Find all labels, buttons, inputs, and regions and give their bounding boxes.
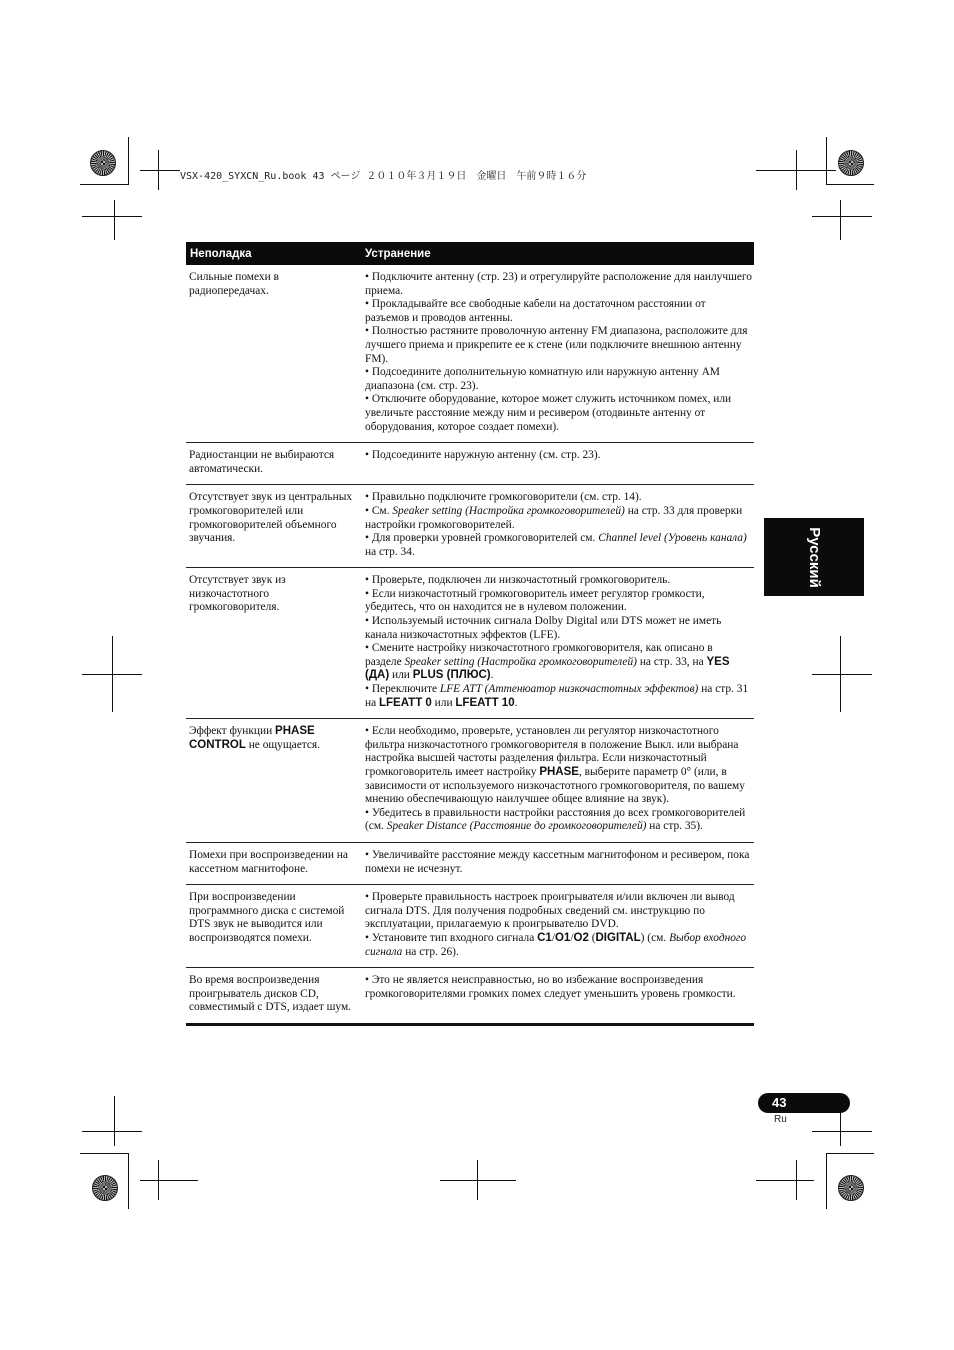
solution-cell (363, 843, 754, 884)
solution-cell (363, 265, 754, 442)
solution-item: • Переключите LFE ATT (Аттенюатор низкочастотных эффектов) на стр. 31 на LFEATT 0 или LFEATT 10. (365, 683, 749, 709)
table-row (186, 265, 754, 443)
solution-item: • Прокладывайте все свободные кабели на достаточном расстоянии от разъемов и проводов антенны. (365, 298, 706, 324)
solution-item: • См. Speaker setting (Настройка громкоговорителей) на стр. 33 для проверки настройки громкоговорителей. (365, 504, 743, 531)
table-row (186, 885, 754, 968)
table-row (186, 443, 754, 485)
registration-rosette-bottom-left (92, 1175, 118, 1201)
solution-item: • Отключите оборудование, которое может служить источником помех, или увеличьте расстояние между ним и ресивером (отодвиньте антенну от оборудования, которое создает помехи). (365, 393, 732, 433)
problem-cell: Помехи при воспроизведении на кассетном магнитофоне. (189, 848, 348, 875)
problem-cell: Во время воспроизведения проигрыватель дисков CD, совместимый с DTS, издает шум. (189, 974, 352, 1014)
problem-cell: Эффект функции PHASE CONTROL не ощущается. (189, 725, 321, 751)
print-header: VSX-420_SYXCN_Ru.book 43 ページ ２０１０年３月１９日 金曜日 午前９時１６分 (180, 171, 587, 182)
table-row (186, 719, 754, 843)
table-row (186, 843, 754, 885)
problem-cell: При воспроизведении программного диска с системой DTS звук не выводится или воспроизводятся помехи. (189, 891, 345, 944)
solution-cell (363, 968, 754, 1023)
solution-item: • Увеличивайте расстояние между кассетным магнитофоном и ресивером, пока помехи не исчезнут. (365, 848, 750, 875)
solution-item: • Если низкочастотный громкоговоритель имеет регулятор громкости, убедитесь, что он находится не в нулевом положении. (365, 587, 705, 614)
problem-cell: Сильные помехи в радиопередачах. (189, 271, 279, 297)
solution-cell (363, 719, 754, 842)
table-row (186, 485, 754, 568)
solution-item: • Если необходимо, проверьте, установлен ли регулятор низкочастотного фильтра низкочастотного громкоговорителя в положение Выкл. или выбрана настройка высшей частоты разделения фильтра. Если низкочастотный громкоговоритель имеет настройку PHASE, выберите параметр 0° (или, в зависимости от используемого низкочастотного громкоговорителя, по вашему мнению обеспечивающую наилучшее общее влияние на звук). (365, 725, 745, 806)
registration-rosette-top-left (90, 150, 116, 176)
table-header (186, 242, 754, 265)
solution-item: • Подсоедините дополнительную комнатную или наружную антенну AM диапазона (см. стр. 23). (365, 366, 720, 392)
problem-cell: Отсутствует звук из центральных громкоговорителей или громкоговорителей объемного звучания. (189, 491, 353, 545)
solution-item: • Подключите антенну (стр. 23) и отрегулируйте расположение для наилучшего приема. (365, 271, 752, 297)
page-language-code: Ru (774, 1114, 787, 1125)
solution-cell (363, 443, 754, 484)
solution-item: • Полностью растяните проволочную антенну FM диапазона, расположите для лучшего приема и прикрепите ее к стене (или подключите внешнюю антенну FM). (365, 325, 748, 365)
language-side-tab-label: Русский (805, 526, 823, 588)
solution-cell (363, 568, 754, 718)
problem-cell: Отсутствует звук из низкочастотного громкоговорителя. (189, 574, 286, 614)
problem-cell: Радиостанции не выбираются автоматически. (189, 449, 335, 475)
solution-item: • Смените настройку низкочастотного громкоговорителя, как описано в разделе Speaker setting (Настройка громкоговорителей) на стр. 33, на YES (ДА) или PLUS (ПЛЮС). (365, 642, 730, 682)
troubleshooting-table (186, 242, 754, 1026)
registration-rosette-bottom-right (838, 1175, 864, 1201)
solution-item: • Установите тип входного сигнала C1/O1/O2 (DIGITAL) (см. Выбор входного сигнала на стр. 26). (365, 931, 747, 958)
language-side-tab (764, 518, 864, 596)
solution-item: • Для проверки уровней громкоговорителей см. Channel level (Уровень канала) на стр. 34. (365, 532, 747, 558)
solution-item: • Правильно подключите громкоговорители (см. стр. 14). (365, 491, 642, 504)
table-row (186, 568, 754, 719)
solution-item: • Проверьте, подключен ли низкочастотный громкоговоритель. (365, 574, 671, 587)
registration-rosette-top-right (838, 150, 864, 176)
solution-item: • Подсоедините наружную антенну (см. стр. 23). (365, 449, 601, 462)
solution-cell (363, 485, 754, 567)
column-header-problem: Неполадка (190, 247, 252, 260)
solution-cell (363, 885, 754, 967)
solution-item: • Проверьте правильность настроек проигрывателя и/или включен ли вывод сигнала DTS. Для получения подробных сведений см. инструкцию по эксплуатации, прилагаемую к проигрывателю DVD. (365, 891, 735, 931)
page-number-badge: 43 (758, 1093, 850, 1113)
solution-item: • Это не является неисправностью, но во избежание воспроизведения громкоговорителями громких помех следует уменьшить уровень громкости. (365, 974, 736, 1000)
solution-item: • Используемый источник сигнала Dolby Digital или DTS может не иметь канала низкочастотных эффектов (LFE). (365, 615, 722, 641)
column-header-solution: Устранение (365, 247, 431, 260)
solution-item: • Убедитесь в правильности настройки расстояния до всех громкоговорителей (см. Speaker Distance (Расстояние до громкоговорителей) на стр. 35). (365, 806, 746, 833)
table-row (186, 968, 754, 1026)
